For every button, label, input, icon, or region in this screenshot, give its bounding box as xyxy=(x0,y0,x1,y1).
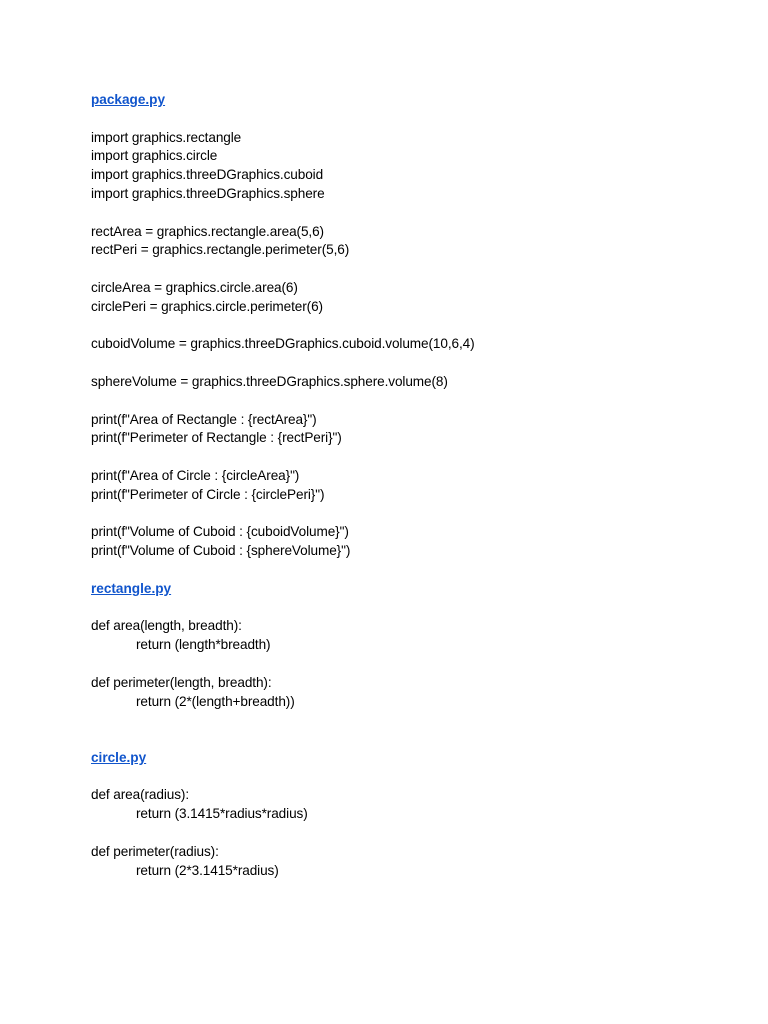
code-line: cuboidVolume = graphics.threeDGraphics.cuboid.volume(10,6,4) xyxy=(91,336,475,352)
code-line: def area(radius): xyxy=(91,787,190,803)
spacer xyxy=(91,599,731,618)
code-line: print(f"Perimeter of Circle : {circlePeri}") xyxy=(91,486,325,502)
circle-py-link[interactable]: circle.py xyxy=(91,749,147,765)
spacer xyxy=(91,824,731,843)
code-line: circleArea = graphics.circle.area(6) xyxy=(91,279,298,295)
code-line: return (2*(length+breadth)) xyxy=(136,693,295,709)
spacer xyxy=(91,730,731,749)
code-line: def area(length, breadth): xyxy=(91,618,242,634)
spacer xyxy=(91,505,731,524)
document-body xyxy=(91,91,731,880)
code-line: print(f"Area of Circle : {circleArea}") xyxy=(91,467,300,483)
code-line: def perimeter(radius): xyxy=(91,843,219,859)
package-py-link[interactable]: package.py xyxy=(91,92,166,107)
code-line: import graphics.threeDGraphics.sphere xyxy=(91,185,325,201)
code-line: sphereVolume = graphics.threeDGraphics.sphere.volume(8) xyxy=(91,373,448,389)
code-line: rectPeri = graphics.rectangle.perimeter(5,6) xyxy=(91,242,350,258)
code-line: circlePeri = graphics.circle.perimeter(6) xyxy=(91,298,323,314)
code-line: import graphics.circle xyxy=(91,148,218,164)
code-line: return (3.1415*radius*radius) xyxy=(136,806,308,822)
code-line: return (2*3.1415*radius) xyxy=(136,862,279,878)
code-line: rectArea = graphics.rectangle.area(5,6) xyxy=(91,223,324,239)
code-line: import graphics.rectangle xyxy=(91,129,242,145)
code-line: print(f"Perimeter of Rectangle : {rectPeri}") xyxy=(91,430,342,446)
code-line: return (length*breadth) xyxy=(136,637,271,653)
code-line: print(f"Area of Rectangle : {rectArea}") xyxy=(91,411,317,427)
code-line: def perimeter(length, breadth): xyxy=(91,674,272,690)
spacer xyxy=(91,561,731,580)
spacer xyxy=(91,204,731,223)
spacer xyxy=(91,448,731,467)
code-line: print(f"Volume of Cuboid : {cuboidVolume}") xyxy=(91,524,349,540)
spacer xyxy=(91,392,731,411)
code-line: import graphics.threeDGraphics.cuboid xyxy=(91,167,324,183)
code-line: print(f"Volume of Cuboid : {sphereVolume}") xyxy=(91,543,351,559)
spacer xyxy=(91,317,731,336)
spacer xyxy=(91,768,731,787)
spacer xyxy=(91,110,731,129)
spacer xyxy=(91,354,731,373)
spacer xyxy=(91,260,731,279)
rectangle-py-link[interactable]: rectangle.py xyxy=(91,580,172,596)
spacer xyxy=(91,655,731,674)
spacer xyxy=(91,711,731,730)
